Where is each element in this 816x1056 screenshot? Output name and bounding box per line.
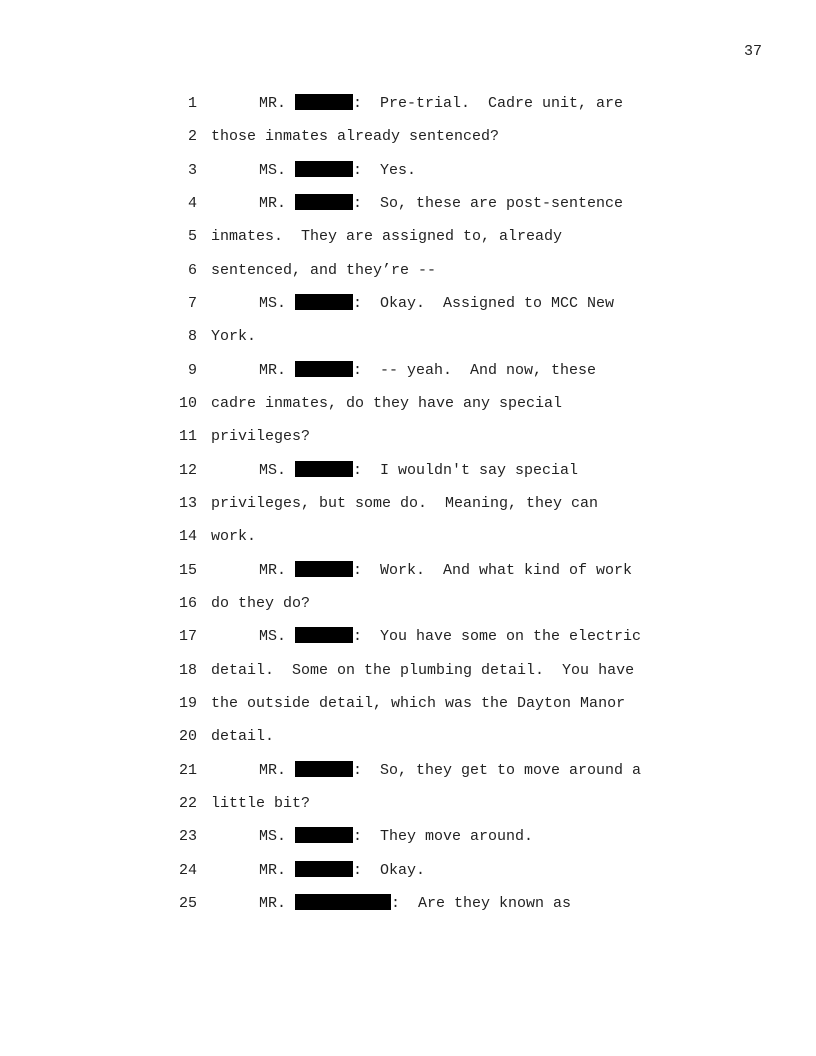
continuation-text: cadre inmates, do they have any special (211, 395, 563, 412)
transcript-line (0, 494, 816, 514)
line-number: 8 (187, 328, 197, 345)
speaker-title: MR. (259, 762, 296, 779)
redaction-bar (295, 461, 353, 477)
redaction-bar (295, 294, 353, 310)
transcript-line (0, 727, 816, 747)
continuation-text: privileges? (211, 428, 311, 445)
line-number: 3 (187, 162, 197, 179)
speech-text: : Yes. (353, 162, 417, 179)
redaction-bar (295, 627, 353, 643)
line-number: 13 (178, 495, 197, 512)
transcript-line (0, 161, 816, 181)
line-number: 9 (187, 362, 197, 379)
line-number: 23 (178, 828, 197, 845)
speech-text: : Okay. (353, 862, 426, 879)
speaker-title: MS. (259, 162, 296, 179)
speech-text: : I wouldn't say special (353, 462, 579, 479)
redaction-bar (295, 861, 353, 877)
speaker-title: MS. (259, 295, 296, 312)
speech-text: : So, they get to move around a (353, 762, 642, 779)
line-number: 19 (178, 695, 197, 712)
speech-text: : Pre-trial. Cadre unit, are (353, 95, 624, 112)
continuation-text: those inmates already sentenced? (211, 128, 500, 145)
transcript-line (0, 827, 816, 847)
transcript-line (0, 694, 816, 714)
redaction-bar (295, 161, 353, 177)
speech-text: : Are they known as (391, 895, 572, 912)
transcript-line (0, 661, 816, 681)
transcript-line (0, 561, 816, 581)
continuation-text: inmates. They are assigned to, already (211, 228, 563, 245)
line-number: 2 (187, 128, 197, 145)
transcript-line (0, 194, 816, 214)
speaker-title: MR. (259, 862, 296, 879)
transcript-line (0, 894, 816, 914)
speaker-line (259, 194, 623, 214)
line-number: 21 (178, 762, 197, 779)
speaker-title: MR. (259, 895, 296, 912)
speech-text: : They move around. (353, 828, 534, 845)
line-number: 1 (187, 95, 197, 112)
continuation-text: privileges, but some do. Meaning, they can (211, 495, 599, 512)
line-number: 17 (178, 628, 197, 645)
line-number: 15 (178, 562, 197, 579)
transcript-line (0, 394, 816, 414)
speech-text: : So, these are post-sentence (353, 195, 624, 212)
speaker-line (259, 827, 533, 847)
speaker-line (259, 627, 641, 647)
line-number: 24 (178, 862, 197, 879)
speaker-line (259, 561, 632, 581)
redaction-bar (295, 94, 353, 110)
redaction-bar (295, 827, 353, 843)
transcript-line (0, 427, 816, 447)
speaker-line (259, 894, 571, 914)
continuation-text: York. (211, 328, 257, 345)
line-number: 11 (178, 428, 197, 445)
redaction-bar (295, 361, 353, 377)
continuation-text: little bit? (211, 795, 311, 812)
transcript-line (0, 361, 816, 381)
speech-text: : Okay. Assigned to MCC New (353, 295, 615, 312)
line-number: 25 (178, 895, 197, 912)
transcript-line (0, 294, 816, 314)
speaker-title: MR. (259, 362, 296, 379)
speaker-title: MR. (259, 95, 296, 112)
line-number: 14 (178, 528, 197, 545)
continuation-text: the outside detail, which was the Dayton Manor (211, 695, 626, 712)
transcript-line (0, 794, 816, 814)
transcript-line (0, 327, 816, 347)
line-number: 22 (178, 795, 197, 812)
transcript-line (0, 261, 816, 281)
redaction-bar (295, 561, 353, 577)
transcript-line (0, 761, 816, 781)
redaction-bar (295, 761, 353, 777)
transcript-line (0, 627, 816, 647)
speaker-line (259, 161, 416, 181)
line-number: 5 (187, 228, 197, 245)
line-number: 12 (178, 462, 197, 479)
transcript-line (0, 527, 816, 547)
redaction-bar (295, 894, 391, 910)
continuation-text: sentenced, and they’re -- (211, 262, 437, 279)
speaker-title: MR. (259, 562, 296, 579)
line-number: 16 (178, 595, 197, 612)
line-number: 18 (178, 662, 197, 679)
line-number: 4 (187, 195, 197, 212)
transcript-line (0, 461, 816, 481)
transcript-line (0, 861, 816, 881)
speaker-line (259, 861, 425, 881)
speech-text: : -- yeah. And now, these (353, 362, 597, 379)
continuation-text: do they do? (211, 595, 311, 612)
speaker-line (259, 94, 623, 114)
speaker-line (259, 294, 614, 314)
speaker-line (259, 461, 578, 481)
line-number: 6 (187, 262, 197, 279)
continuation-text: detail. Some on the plumbing detail. You have (211, 662, 635, 679)
speaker-title: MS. (259, 828, 296, 845)
transcript-line (0, 594, 816, 614)
line-number: 20 (178, 728, 197, 745)
speech-text: : Work. And what kind of work (353, 562, 633, 579)
continuation-text: detail. (211, 728, 275, 745)
line-number: 10 (178, 395, 197, 412)
speaker-title: MS. (259, 462, 296, 479)
speaker-title: MR. (259, 195, 296, 212)
redaction-bar (295, 194, 353, 210)
speaker-line (259, 761, 641, 781)
speaker-line (259, 361, 596, 381)
speaker-title: MS. (259, 628, 296, 645)
continuation-text: work. (211, 528, 257, 545)
speech-text: : You have some on the electric (353, 628, 642, 645)
transcript-line (0, 227, 816, 247)
transcript-line (0, 127, 816, 147)
line-number: 7 (187, 295, 197, 312)
page-number: 37 (743, 43, 762, 60)
transcript-line (0, 94, 816, 114)
